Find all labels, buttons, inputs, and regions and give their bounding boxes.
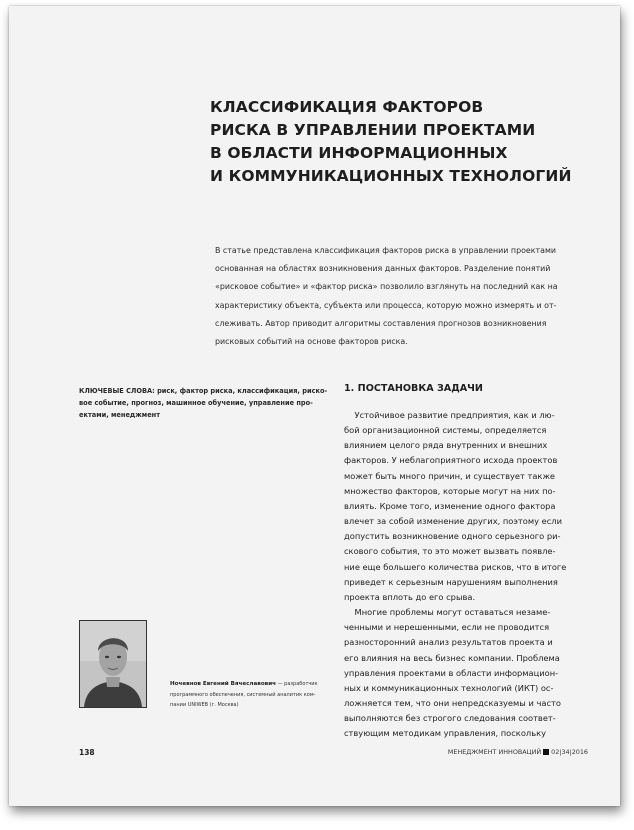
journal-issue: 02|34|2016 <box>551 748 588 756</box>
body-line: его влияния на весь бизнес компании. Проблема <box>344 652 560 663</box>
body-line: Многие проблемы могут оставаться незаме- <box>344 607 551 618</box>
body-line: ных и коммуникационных технологий (ИКТ) ос- <box>344 682 554 693</box>
abstract-line: слеживать. Автор приводит алгоритмы составления прогнозов возникновения <box>215 318 547 328</box>
body-line: факторов. У неблагоприятного исхода проектов <box>344 455 558 466</box>
body-text <box>344 408 594 741</box>
body-line: управления проектами в области информацион- <box>344 667 559 678</box>
abstract-line: В статье представлена классификация факторов риска в управлении проектами <box>215 246 557 255</box>
body-line: допустить возникновение одного серьезного ри- <box>344 531 561 542</box>
body-line: может быть много причин, и существует также <box>344 470 556 481</box>
abstract-line: основанная на областях возникновения данных факторов. Разделение понятий <box>215 264 551 274</box>
author-name: Ночевнов Евгений Вячеславович <box>170 681 276 687</box>
keywords-block <box>79 385 329 421</box>
abstract-line: рисковых событий на основе факторов риска. <box>215 337 408 347</box>
author-bio-line: пании UNIWEB (г. Москва) <box>170 702 239 708</box>
author-portrait-image <box>80 621 146 707</box>
body-line: разносторонний анализ результатов проекта и <box>344 637 553 648</box>
square-separator-icon <box>543 749 549 755</box>
body-line: ченными и нерешенными, если не проводится <box>344 622 550 633</box>
abstract-line: «рисковое событие» и «фактор риска» позволило взглянуть на последний как на <box>215 282 558 292</box>
title-line: И КОММУНИКАЦИОННЫХ ТЕХНОЛОГИЙ <box>210 167 572 185</box>
body-line: выполняются без строгого следования соответ- <box>344 713 556 724</box>
body-line: скового события, то это может вызвать появле- <box>344 546 556 557</box>
body-line: множество факторов, которые могут на них по- <box>344 485 556 496</box>
title-line: В ОБЛАСТИ ИНФОРМАЦИОННЫХ <box>210 144 508 162</box>
abstract-line: характеристику объекта, субъекта или процесса, которую можно измерять и от- <box>215 300 557 310</box>
journal-footer <box>448 748 588 756</box>
title-line: РИСКА В УПРАВЛЕНИИ ПРОЕКТАМИ <box>210 121 536 139</box>
article-title <box>210 96 610 188</box>
body-line: ложняется тем, что они непредсказуемы и часто <box>344 697 561 708</box>
author-bio <box>170 679 340 711</box>
page-number: 138 <box>79 748 95 757</box>
journal-page <box>9 6 620 806</box>
article-abstract <box>215 242 595 351</box>
keywords-line: ектами, менеджмент <box>79 411 161 419</box>
journal-name: МЕНЕДЖМЕНТ ИННОВАЦИЙ <box>447 748 542 756</box>
body-line: приведет к серьезным нарушениям выполнения <box>344 576 558 587</box>
author-bio-line: программного обеспечения, системный аналитик ком- <box>170 691 316 698</box>
body-line: влиянием целого ряда внутренних и внешних <box>344 440 548 451</box>
keywords-line: КЛЮЧЕВЫЕ СЛОВА: риск, фактор риска, классификация, риско- <box>79 387 328 395</box>
body-line: Устойчивое развитие предприятия, как и лю- <box>344 410 555 420</box>
author-photo <box>79 620 147 708</box>
section-heading: 1. ПОСТАНОВКА ЗАДАЧИ <box>344 383 483 394</box>
body-line: проекта вплоть до его срыва. <box>344 591 476 602</box>
body-line: бой организационной системы, определяется <box>344 425 547 436</box>
body-line: влечет за собой изменение других, поэтому если <box>344 516 563 527</box>
body-line: влиять. Кроме того, изменение одного фактора <box>344 500 556 511</box>
keywords-line: вое событие, прогноз, машинное обучение, управление про- <box>79 399 313 407</box>
title-line: КЛАССИФИКАЦИЯ ФАКТОРОВ <box>210 98 484 116</box>
author-role: — разработчик <box>275 681 318 687</box>
body-line: ние еще большего количества рисков, что в итоге <box>344 561 567 572</box>
body-line: ствующим методикам управления, поскольку <box>344 728 547 739</box>
